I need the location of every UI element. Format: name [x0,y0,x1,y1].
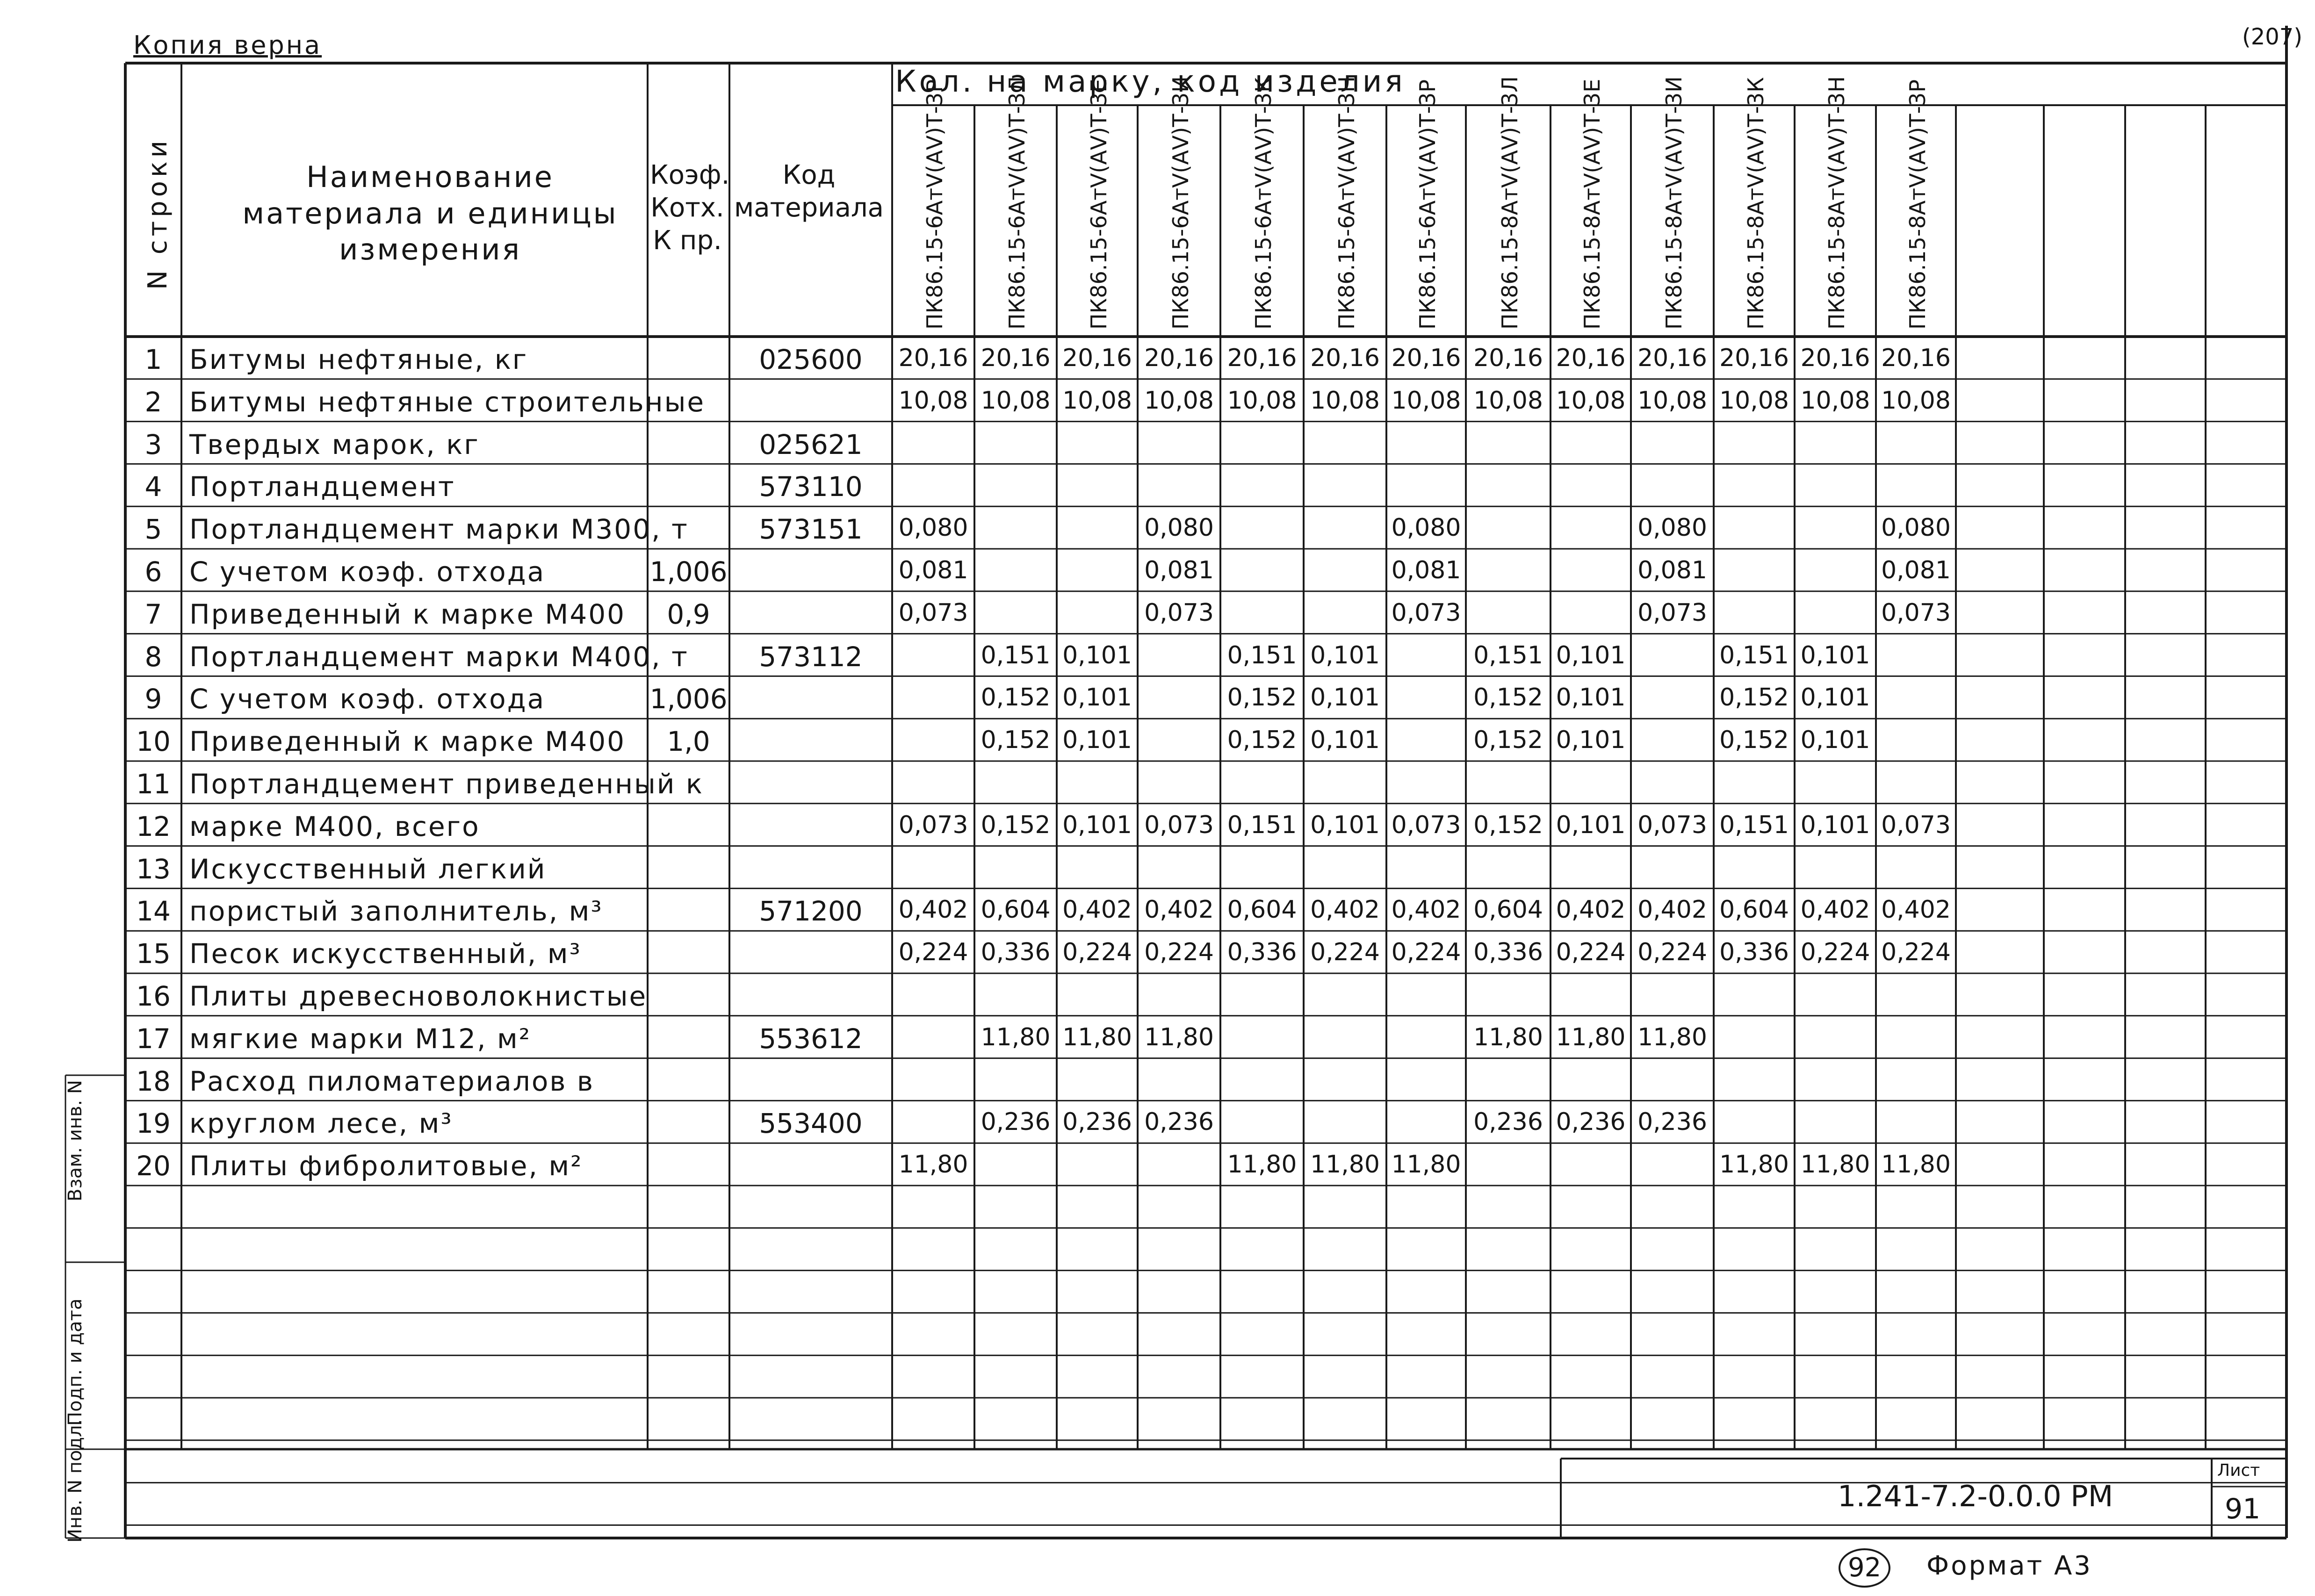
product-column-header: ПК86.15-8АтV(АV)Т-3Н [1824,76,1849,330]
material-name: Твердых марок, кг [189,428,480,460]
quantity-cell: 0,236 [981,1108,1051,1136]
quantity-cell: 0,073 [1144,811,1214,839]
quantity-cell: 11,80 [1637,1023,1707,1051]
material-code: 553400 [759,1107,863,1140]
quantity-cell: 0,152 [981,811,1051,839]
quantity-cell: 0,151 [1719,811,1789,839]
quantity-cell: 0,101 [1800,641,1870,669]
product-column-header: ПК86.15-6АтV(АV)Т-3Р [1415,79,1440,330]
quantity-cell: 10,08 [1473,386,1543,415]
quantity-cell: 0,151 [1719,641,1789,669]
header-group-title: Кол. на марку, код изделия [895,65,1406,99]
quantity-cell: 0,336 [1719,938,1789,967]
material-name: мягкие марки М12, м² [189,1022,531,1055]
row-number: 5 [144,513,162,546]
quantity-cell: 20,16 [898,344,968,372]
quantity-cell: 0,081 [898,556,968,584]
header-code: Код материала [734,160,884,223]
quantity-cell: 0,101 [1800,811,1870,839]
material-code: 573151 [759,513,863,546]
material-name: круглом лесе, м³ [189,1107,453,1140]
row-number: 11 [136,768,171,800]
quantity-cell: 0,604 [1719,896,1789,924]
quantity-cell: 0,073 [1144,598,1214,627]
quantity-cell: 0,081 [1881,556,1951,584]
quantity-cell: 0,224 [1391,938,1461,967]
quantity-cell: 0,224 [1800,938,1870,967]
material-name: Плиты древесноволокнистые [189,980,648,1012]
quantity-cell: 20,16 [1800,344,1870,372]
quantity-cell: 0,604 [1473,896,1543,924]
quantity-cell: 0,152 [981,683,1051,712]
quantity-cell: 0,101 [1800,726,1870,755]
quantity-cell: 20,16 [1310,344,1380,372]
quantity-cell: 11,80 [1881,1150,1951,1179]
quantity-cell: 20,16 [1473,344,1543,372]
quantity-cell: 0,080 [898,514,968,542]
material-name: Портландцемент марки М300, т [189,513,689,546]
material-code: 553612 [759,1022,863,1055]
stamp-document-code: 1.241-7.2-0.0.0 РМ [1838,1479,2113,1513]
quantity-cell: 0,224 [1310,938,1380,967]
quantity-cell: 11,80 [1556,1023,1626,1051]
product-column-header: ПК86.15-6АтV(АV)Т-3Е [1086,79,1111,330]
quantity-cell: 0,151 [981,641,1051,669]
row-number: 19 [136,1107,171,1140]
quantity-cell: 11,80 [1800,1150,1870,1179]
row-number: 16 [136,980,171,1012]
row-number: 12 [136,810,171,842]
copy-note: Копия верна [133,30,322,60]
quantity-cell: 0,073 [1881,598,1951,627]
quantity-cell: 0,236 [1556,1108,1626,1136]
quantity-cell: 10,08 [1556,386,1626,415]
circled-page-number: 92 [1839,1548,1890,1588]
quantity-cell: 10,08 [898,386,968,415]
row-number: 13 [136,853,171,885]
quantity-cell: 20,16 [1637,344,1707,372]
material-name: пористый заполнитель, м³ [189,895,603,927]
quantity-cell: 0,081 [1391,556,1461,584]
quantity-cell: 20,16 [1881,344,1951,372]
quantity-cell: 11,80 [1310,1150,1380,1179]
quantity-cell: 0,073 [1391,598,1461,627]
quantity-cell: 20,16 [1556,344,1626,372]
material-name: С учетом коэф. отхода [189,683,546,715]
quantity-cell: 10,08 [1310,386,1380,415]
quantity-cell: 0,101 [1062,726,1132,755]
quantity-cell: 0,402 [1144,896,1214,924]
row-number: 3 [144,428,162,460]
quantity-cell: 10,08 [1227,386,1297,415]
quantity-cell: 0,224 [1556,938,1626,967]
corner-number: (207) [2242,24,2303,50]
quantity-cell: 0,081 [1637,556,1707,584]
quantity-cell: 0,101 [1556,683,1626,712]
material-name: Битумы нефтяные строительные [189,386,706,418]
material-code: 025621 [759,428,863,460]
quantity-cell: 10,08 [1881,386,1951,415]
material-name: Портландцемент приведенный к [189,768,704,800]
row-number: 20 [136,1150,171,1182]
product-column-header: ПК86.15-8АтV(АV)Т-3И [1661,76,1687,330]
quantity-cell: 11,80 [1391,1150,1461,1179]
row-number: 2 [144,386,162,418]
quantity-cell: 0,336 [1227,938,1297,967]
material-name: С учетом коэф. отхода [189,556,546,588]
quantity-cell: 20,16 [1062,344,1132,372]
quantity-cell: 11,80 [981,1023,1051,1051]
quantity-cell: 0,236 [1637,1108,1707,1136]
header-row-number: N строки [143,137,173,290]
quantity-cell: 11,80 [1062,1023,1132,1051]
quantity-cell: 0,336 [1473,938,1543,967]
quantity-cell: 0,101 [1556,811,1626,839]
quantity-cell: 20,16 [1227,344,1297,372]
quantity-cell: 0,101 [1310,683,1380,712]
quantity-cell: 0,152 [1473,726,1543,755]
quantity-cell: 11,80 [898,1150,968,1179]
quantity-cell: 0,224 [1144,938,1214,967]
quantity-cell: 0,402 [1062,896,1132,924]
material-code: 573112 [759,640,863,673]
product-column-header: ПК86.15-8АтV(АV)Т-3Р [1904,79,1930,330]
quantity-cell: 0,081 [1144,556,1214,584]
row-number: 9 [144,683,162,715]
product-column-header: ПК86.15-6АтV(АV)Т-3К [1251,77,1276,330]
quantity-cell: 0,080 [1637,514,1707,542]
quantity-cell: 0,152 [1719,726,1789,755]
stamp-sheet-number: 91 [2225,1493,2261,1525]
quantity-cell: 0,101 [1310,641,1380,669]
quantity-cell: 0,152 [981,726,1051,755]
quantity-cell: 10,08 [1637,386,1707,415]
quantity-cell: 0,151 [1473,641,1543,669]
quantity-cell: 20,16 [1719,344,1789,372]
quantity-cell: 0,101 [1556,641,1626,669]
format-label: Формат А3 [1926,1551,2092,1581]
material-name: Искусственный легкий [189,853,547,885]
quantity-cell: 10,08 [1719,386,1789,415]
quantity-cell: 0,402 [898,896,968,924]
row-number: 17 [136,1022,171,1055]
quantity-cell: 0,224 [1881,938,1951,967]
row-number: 15 [136,938,171,970]
quantity-cell: 0,101 [1062,811,1132,839]
quantity-cell: 0,402 [1800,896,1870,924]
coefficient: 1,0 [667,726,710,758]
stamp-sheet-label: Лист [2217,1461,2260,1480]
product-column-header: ПК86.15-6АтV(АV)Т-3И [1168,76,1193,330]
quantity-cell: 0,236 [1062,1108,1132,1136]
quantity-cell: 11,80 [1144,1023,1214,1051]
quantity-cell: 0,101 [1062,683,1132,712]
quantity-cell: 0,080 [1144,514,1214,542]
header-name: Наименование материала и единицы измерения [242,160,618,266]
row-number: 6 [144,556,162,588]
row-number: 10 [136,726,171,758]
product-column-header: ПК86.15-6АтV(АV)Т-3Р [922,79,947,330]
row-number: 18 [136,1065,171,1097]
quantity-cell: 0,224 [1062,938,1132,967]
quantity-cell: 0,080 [1881,514,1951,542]
quantity-cell: 10,08 [1391,386,1461,415]
quantity-cell: 0,101 [1556,726,1626,755]
product-column-header: ПК86.15-8АтV(АV)Т-3Л [1497,76,1522,330]
quantity-cell: 11,80 [1719,1150,1789,1179]
quantity-cell: 20,16 [1391,344,1461,372]
material-name: Битумы нефтяные, кг [189,344,528,375]
header-coef: Коэф. Котх. К пр. [650,160,730,256]
quantity-cell: 0,236 [1144,1108,1214,1136]
quantity-cell: 0,073 [1391,811,1461,839]
quantity-cell: 0,073 [1881,811,1951,839]
row-number: 8 [144,640,162,673]
quantity-cell: 0,604 [1227,896,1297,924]
quantity-cell: 11,80 [1473,1023,1543,1051]
quantity-cell: 0,402 [1310,896,1380,924]
product-column-header: ПК86.15-6АтV(АV)Т-3Н [1334,76,1359,330]
quantity-cell: 0,101 [1310,726,1380,755]
quantity-cell: 0,151 [1227,811,1297,839]
material-code: 573110 [759,471,863,503]
quantity-cell: 20,16 [981,344,1051,372]
material-name: Приведенный к марке М400 [189,726,626,758]
quantity-cell: 0,073 [898,811,968,839]
coefficient: 0,9 [667,598,710,630]
side-label-replace-inv: Взам. инв. N [65,1080,86,1201]
row-number: 4 [144,471,162,503]
coefficient: 1,006 [649,683,728,715]
quantity-cell: 0,224 [898,938,968,967]
quantity-cell: 0,402 [1391,896,1461,924]
quantity-cell: 0,101 [1800,683,1870,712]
material-name: марке М400, всего [189,810,480,842]
coefficient: 1,006 [649,556,728,588]
row-number: 1 [144,344,162,375]
quantity-cell: 0,152 [1719,683,1789,712]
quantity-cell: 20,16 [1144,344,1214,372]
quantity-cell: 0,604 [981,896,1051,924]
quantity-cell: 0,101 [1310,811,1380,839]
quantity-cell: 10,08 [1144,386,1214,415]
material-name: Портландцемент [189,471,455,503]
row-number: 14 [136,895,171,927]
material-name: Песок искусственный, м³ [189,938,582,970]
material-name: Приведенный к марке М400 [189,598,626,630]
quantity-cell: 0,336 [981,938,1051,967]
quantity-cell: 0,073 [1637,598,1707,627]
material-name: Расход пиломатериалов в [189,1065,595,1097]
side-label-orig-inv: Инв. N подл. [65,1419,86,1543]
quantity-cell: 0,152 [1227,726,1297,755]
product-column-header: ПК86.15-8АтV(АV)Т-3К [1743,77,1768,330]
row-number: 7 [144,598,162,630]
quantity-cell: 11,80 [1227,1150,1297,1179]
quantity-cell: 0,073 [1637,811,1707,839]
product-column-header: ПК86.15-8АтV(АV)Т-3Е [1579,79,1605,330]
quantity-cell: 0,152 [1473,683,1543,712]
quantity-cell: 0,152 [1473,811,1543,839]
quantity-cell: 0,151 [1227,641,1297,669]
quantity-cell: 0,080 [1391,514,1461,542]
quantity-cell: 10,08 [1800,386,1870,415]
quantity-cell: 0,101 [1062,641,1132,669]
quantity-cell: 0,402 [1556,896,1626,924]
material-name: Портландцемент марки М400, т [189,640,689,673]
quantity-cell: 0,152 [1227,683,1297,712]
quantity-cell: 0,236 [1473,1108,1543,1136]
quantity-cell: 10,08 [981,386,1051,415]
quantity-cell: 0,073 [898,598,968,627]
material-code: 025600 [759,344,863,375]
material-name: Плиты фибролитовые, м² [189,1150,583,1182]
quantity-cell: 0,224 [1637,938,1707,967]
side-label-sign-date: Подп. и дата [65,1298,86,1426]
product-column-header: ПК86.15-6АтV(АV)Т-3Л [1004,76,1030,330]
material-code: 571200 [759,895,863,927]
quantity-cell: 0,402 [1637,896,1707,924]
quantity-cell: 10,08 [1062,386,1132,415]
quantity-cell: 0,402 [1881,896,1951,924]
